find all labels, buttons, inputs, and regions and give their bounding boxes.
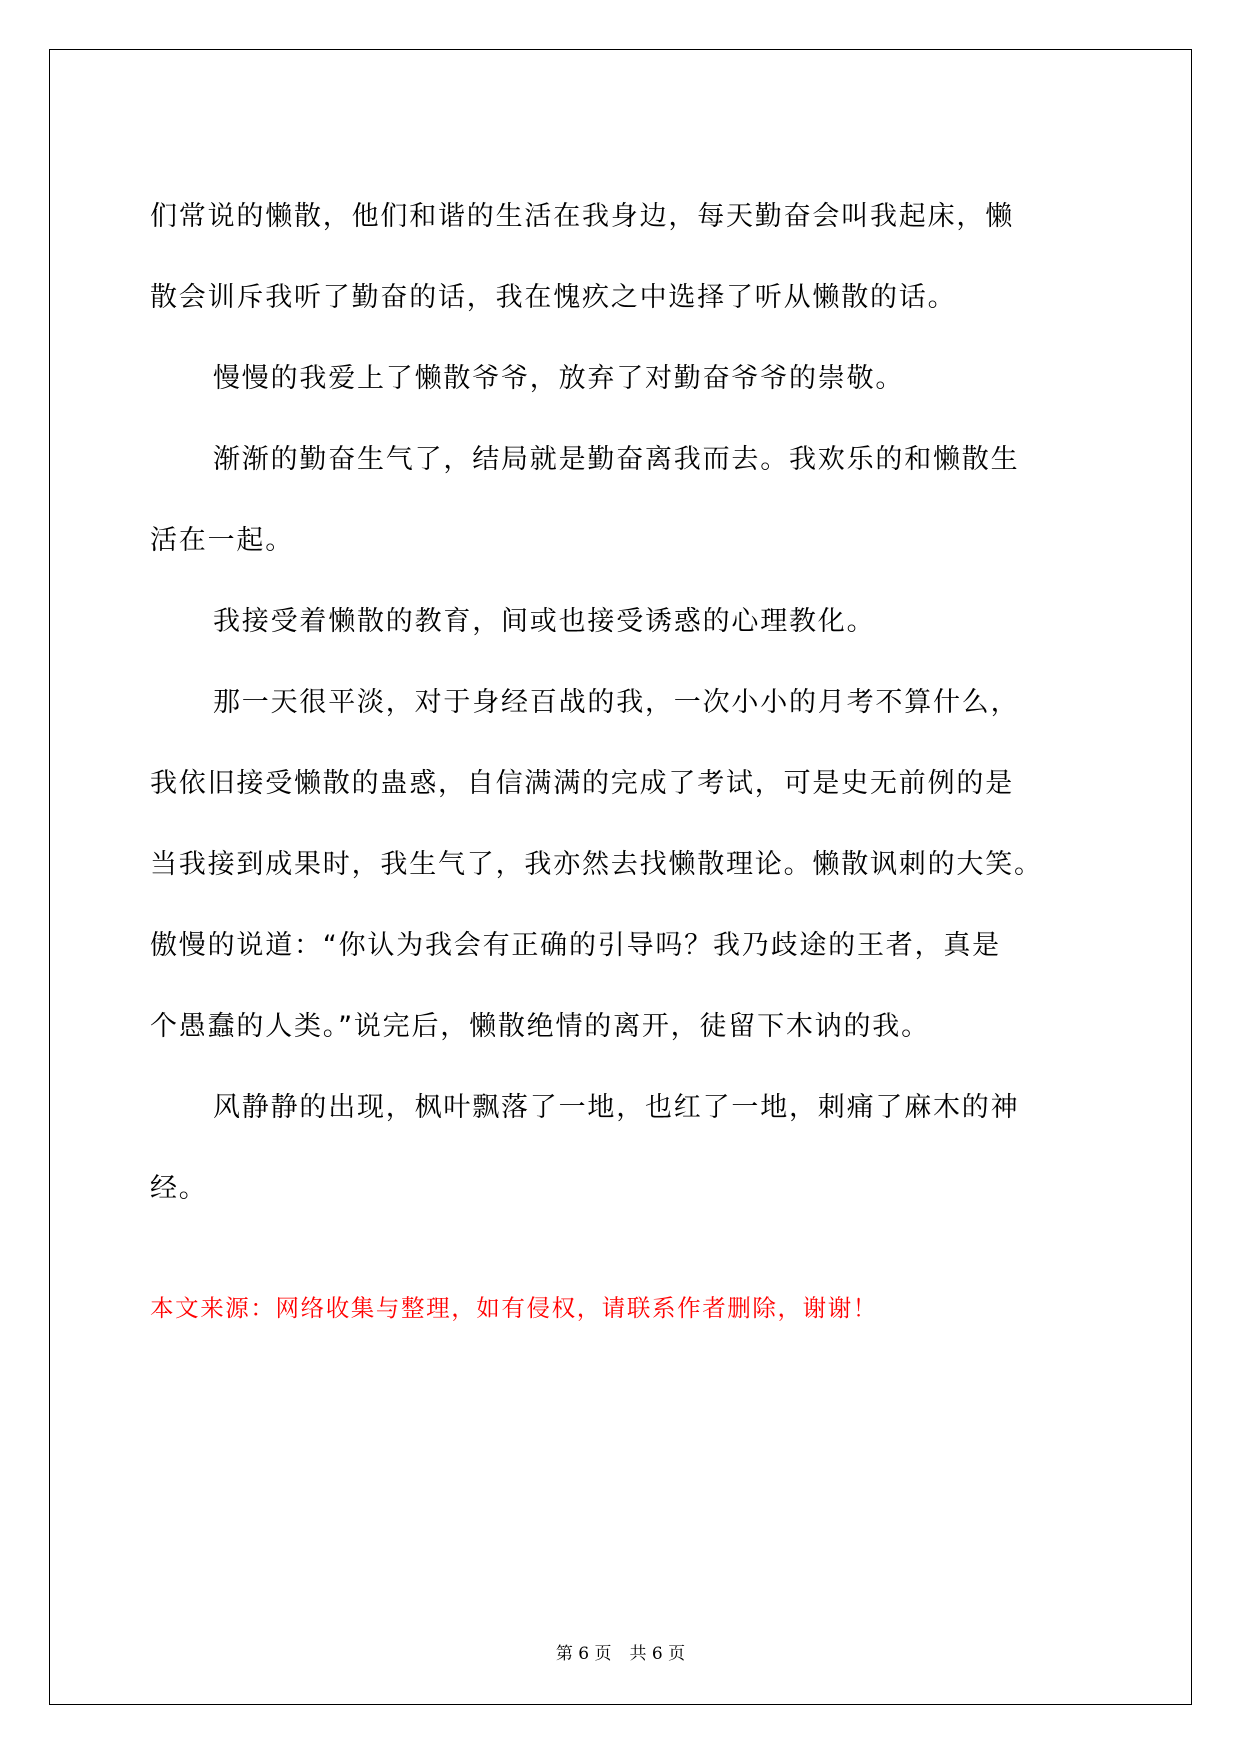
paragraph-line: 活在一起。 [150,525,294,556]
paragraph-line: 当我接到成果时，我生气了，我亦然去找懒散理论。懒散讽刺的大笑。 [150,849,1043,880]
page-total: 共 6 页 [629,1644,686,1664]
paragraph-line: 我依旧接受懒散的蛊惑，自信满满的完成了考试，可是史无前例的是 [150,768,1014,799]
page-number: 第 6 页 [555,1644,612,1664]
source-note: 本文来源：网络收集与整理，如有侵权，请联系作者删除，谢谢！ [150,1294,878,1322]
paragraph-line: 渐渐的勤奋生气了，结局就是勤奋离我而去。我欢乐的和懒散生 [213,444,1020,475]
paragraph-line: 我接受着懒散的教育，间或也接受诱惑的心理教化。 [213,606,876,637]
paragraph-line: 们常说的懒散，他们和谐的生活在我身边，每天勤奋会叫我起床，懒 [150,201,1014,232]
paragraph-line: 个愚蠢的人类。”说完后，懒散绝情的离开，徒留下木讷的我。 [150,1011,930,1042]
paragraph-line: 傲慢的说道：“你认为我会有正确的引导吗？我乃歧途的王者，真是 [150,930,1001,961]
paragraph-line: 那一天很平淡，对于身经百战的我，一次小小的月考不算什么， [213,687,1020,718]
paragraph-line: 经。 [150,1173,208,1204]
paragraph-line: 散会训斥我听了勤奋的话，我在愧疚之中选择了听从懒散的话。 [150,282,957,313]
page-footer [50,1642,1191,1666]
paragraph-line: 慢慢的我爱上了懒散爷爷，放弃了对勤奋爷爷的崇敬。 [213,363,905,394]
paragraph-line: 风静静的出现，枫叶飘落了一地，也红了一地，刺痛了麻木的神 [213,1092,1020,1123]
page-frame [49,49,1192,1705]
